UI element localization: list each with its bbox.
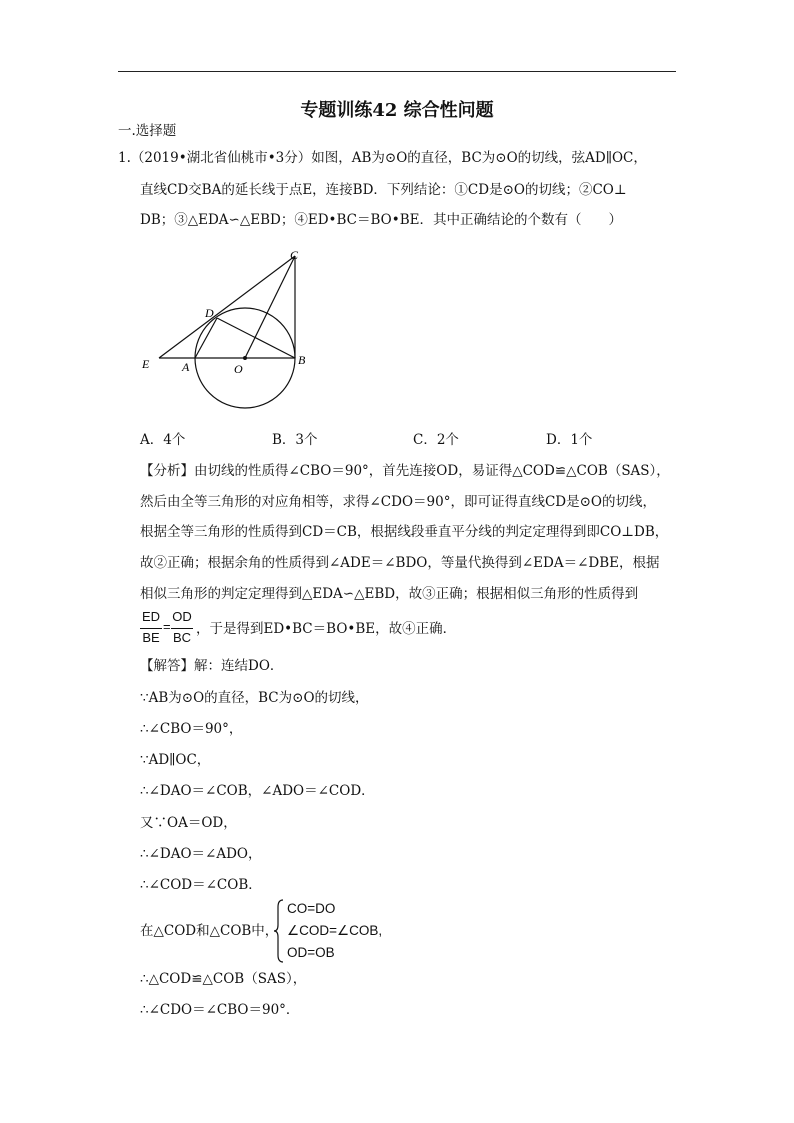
label-d: D <box>205 306 214 320</box>
solution-line-8: ∴∠COD＝∠COB． <box>140 877 262 893</box>
segment-ad <box>195 318 217 358</box>
solution-line-7: ∴∠DAO＝∠ADO， <box>140 846 262 862</box>
solution-line-4: ∵AD∥OC， <box>140 752 211 768</box>
solution-line-5: ∴∠DAO＝∠COB，∠ADO＝∠COD． <box>140 783 375 799</box>
segment-ec <box>159 256 295 358</box>
analysis-line-2: 然后由全等三角形的对应角相等，求得∠CDO＝90°，即可证得直线CD是⊙O的切线， <box>140 494 656 510</box>
option-a: A．4个 <box>140 432 186 448</box>
label-c: C <box>290 248 299 262</box>
analysis-line-4: 故②正确；根据余角的性质得到∠ADE＝∠BDO，等量代换得到∠EDA＝∠DBE，根据 <box>140 555 660 571</box>
header-rule <box>118 71 676 72</box>
analysis-line-3: 根据全等三角形的性质得到CD＝CB，根据线段垂直平分线的判定定理得到即CO⊥DB， <box>140 524 669 540</box>
solution-line-11: ∴∠CDO＝∠CBO＝90°． <box>140 1002 300 1018</box>
analysis-line-6: ，于是得到ED•BC＝BO•BE，故④正确． <box>196 621 457 637</box>
point-o <box>243 356 247 360</box>
option-d: D．1个 <box>546 432 593 448</box>
fraction-numerator-1: ED <box>141 609 161 624</box>
solution-line-2: ∵AB为⊙O的直径，BC为⊙O的切线， <box>140 690 369 706</box>
solution-line-1: 【解答】解：连结DO． <box>140 658 284 674</box>
fraction-numerator-2: OD <box>172 609 192 624</box>
solution-line-10: ∴△COD≌△COB（SAS）， <box>140 971 307 987</box>
solution-line-3: ∴∠CBO＝90°， <box>140 721 243 737</box>
system-row-2: ∠COD=∠COB, <box>287 923 383 938</box>
page-title: 专题训练42 综合性问题 <box>300 100 494 121</box>
fraction-bar-1 <box>140 628 162 629</box>
segment-oc <box>245 256 295 358</box>
analysis-line-1: 【分析】由切线的性质得∠CBO＝90°，首先连接OD，易证得△COD≌△COB（SAS）， <box>140 463 670 479</box>
ratio-fraction <box>140 609 192 649</box>
option-b: B．3个 <box>272 432 318 448</box>
question-line-2: 直线CD交BA的延长线于点E，连接BD．下列结论：①CD是⊙O的切线；②CO⊥ <box>140 182 627 198</box>
solution-line-9: 在△COD和△COB中， <box>140 923 279 939</box>
label-b: B <box>298 353 306 367</box>
fraction-bar-2 <box>171 628 193 629</box>
geometry-figure <box>135 240 335 415</box>
fraction-equals: = <box>163 619 171 634</box>
question-line-3: DB；③△EDA∽△EBD；④ED•BC＝BO•BE．其中正确结论的个数有（ ） <box>140 212 622 228</box>
brace-icon <box>273 899 285 963</box>
fraction-denominator-1: BE <box>142 630 160 645</box>
system-row-3: OD=OB <box>287 945 335 960</box>
question-line-1: 1.（2019•湖北省仙桃市•3分）如图，AB为⊙O的直径，BC为⊙O的切线，弦AD∥OC， <box>118 150 647 166</box>
option-c: C．2个 <box>413 432 459 448</box>
section-heading: 一.选择题 <box>118 123 177 139</box>
fraction-denominator-2: BC <box>172 630 192 645</box>
system-row-1: CO=DO <box>287 901 336 916</box>
solution-line-6: 又∵OA＝OD， <box>140 815 237 831</box>
equation-system <box>273 899 413 969</box>
label-e: E <box>142 357 150 371</box>
label-a: A <box>182 360 190 374</box>
segment-db <box>217 318 295 358</box>
label-o: O <box>234 362 243 376</box>
analysis-line-5: 相似三角形的判定定理得到△EDA∽△EBD，故③正确；根据相似三角形的性质得到 <box>140 586 639 602</box>
